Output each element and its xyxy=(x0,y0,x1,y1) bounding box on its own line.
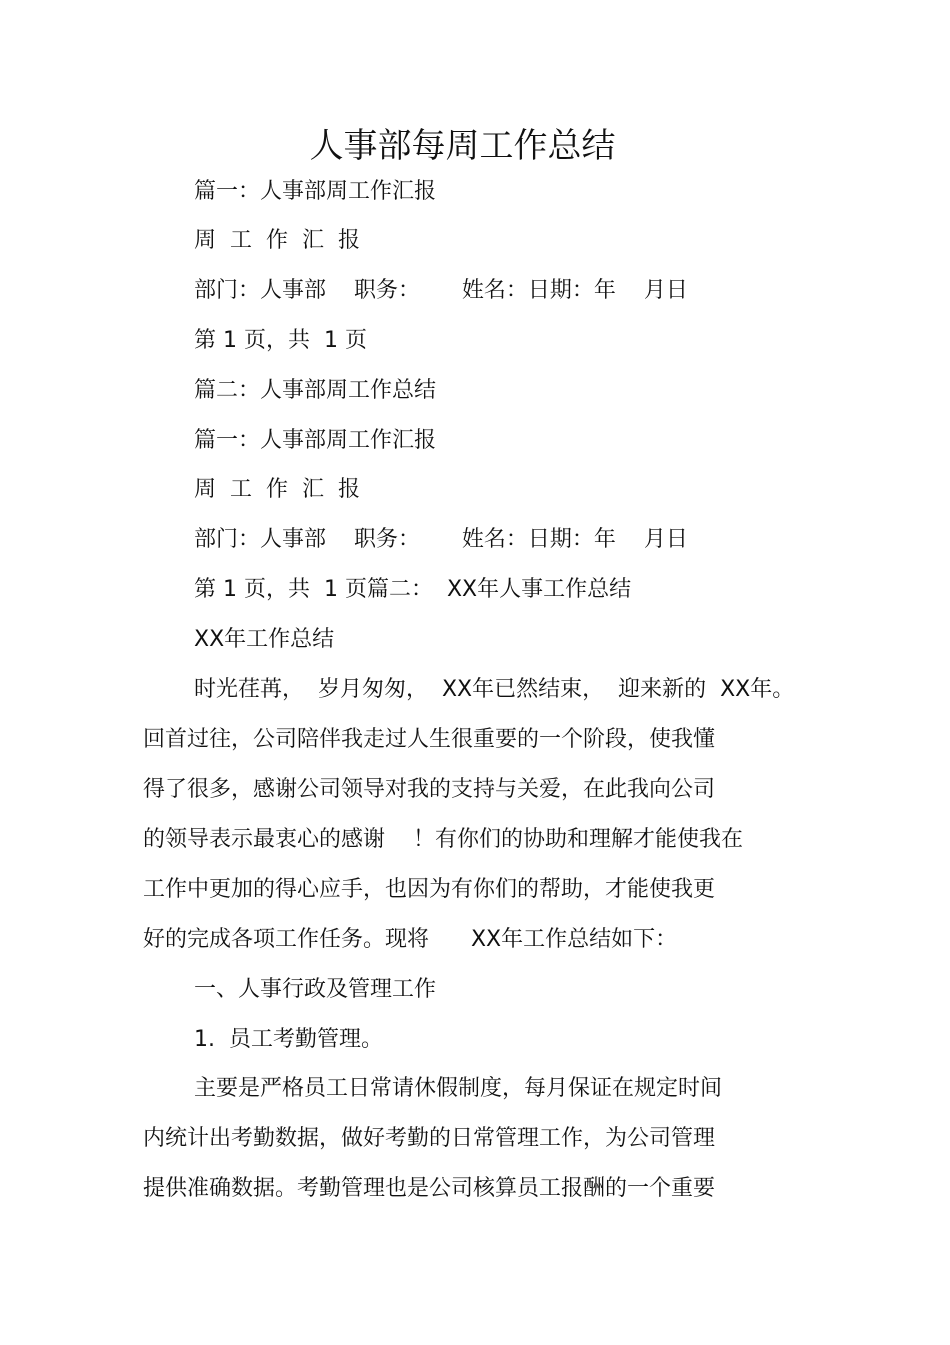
text-line: 工作中更加的得心应手，也因为有你们的帮助，才能使我更 xyxy=(143,877,716,902)
text-line: XX年工作总结 xyxy=(194,627,335,652)
text-line: 1. 员工考勤管理。 xyxy=(194,1027,383,1052)
text-line: 第 1 页，共 1 页篇二： XX年人事工作总结 xyxy=(194,577,632,602)
text-line: 时光荏苒， 岁月匆匆， XX年已然结束， 迎来新的 XX年。 xyxy=(194,677,795,702)
text-line: 部门：人事部 职务： 姓名：日期：年 月日 xyxy=(194,527,688,552)
text-line: 得了很多，感谢公司领导对我的支持与关爱，在此我向公司 xyxy=(143,777,716,802)
text-line: 部门：人事部 职务： 姓名：日期：年 月日 xyxy=(194,278,688,303)
text-line: 内统计出考勤数据，做好考勤的日常管理工作，为公司管理 xyxy=(143,1126,716,1151)
text-line: 第 1 页，共 1 页 xyxy=(194,328,367,353)
text-line: 篇二：人事部周工作总结 xyxy=(194,378,437,403)
text-line: 一、人事行政及管理工作 xyxy=(194,977,437,1002)
document-title: 人事部每周工作总结 xyxy=(309,126,616,166)
text-line: 篇一：人事部周工作汇报 xyxy=(194,428,437,453)
text-line: 主要是严格员工日常请休假制度，每月保证在规定时间 xyxy=(194,1076,723,1101)
text-line: 周 工 作 汇 报 xyxy=(194,228,360,253)
text-line: 回首过往，公司陪伴我走过人生很重要的一个阶段，使我懂 xyxy=(143,727,716,752)
text-line: 周 工 作 汇 报 xyxy=(194,477,360,502)
text-line: 好的完成各项工作任务。现将 XX年工作总结如下： xyxy=(143,927,678,952)
text-line: 篇一：人事部周工作汇报 xyxy=(194,179,437,204)
text-line: 提供准确数据。考勤管理也是公司核算员工报酬的一个重要 xyxy=(143,1176,716,1201)
text-line: 的领导表示最衷心的感谢 ！有你们的协助和理解才能使我在 xyxy=(143,827,743,852)
